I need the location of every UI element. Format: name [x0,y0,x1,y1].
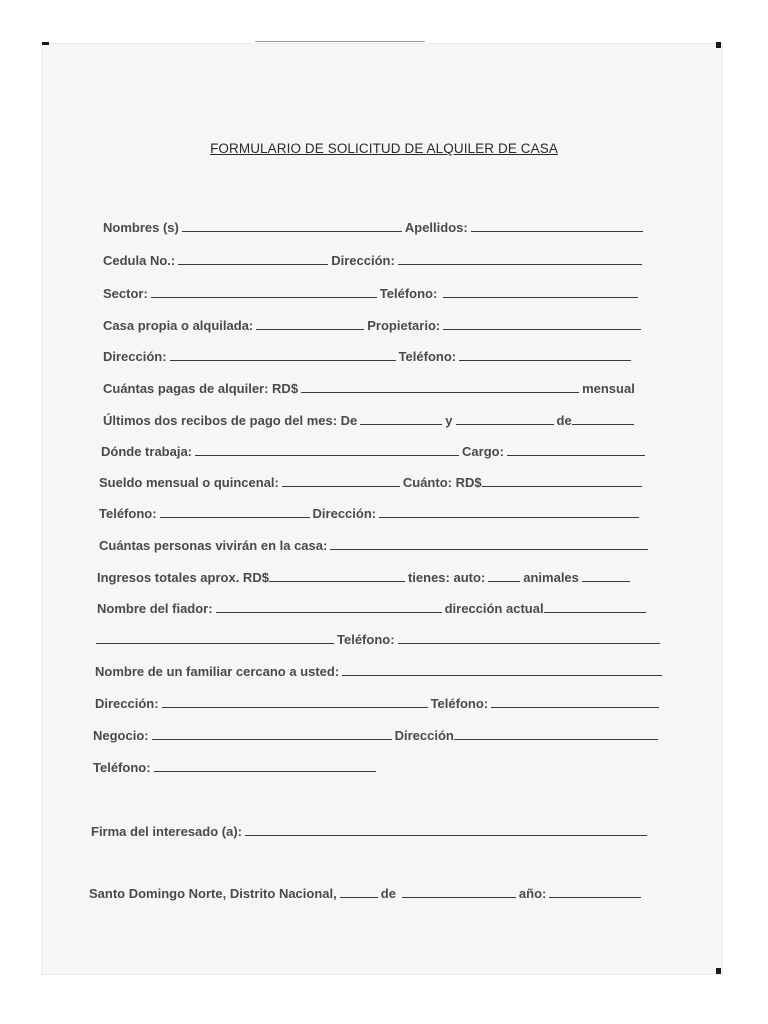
blank-cedula[interactable] [178,254,328,265]
blank-negocio[interactable] [152,729,392,740]
label-familiar: Nombre de un familiar cercano a usted: [95,664,340,679]
blank-nombres[interactable] [182,221,402,232]
label-fiador: Nombre del fiador: [97,601,213,616]
label-telefono-3: Teléfono: [99,506,157,521]
blank-cuanto[interactable] [482,476,642,487]
blank-telefono-4[interactable] [398,633,660,644]
field-row-telefono-6 [93,760,379,775]
label-direccion-4: Dirección: [95,696,159,711]
scan-corner-mark-top-right [716,42,721,48]
scan-corner-mark-bottom-right [716,968,721,974]
blank-propietario[interactable] [443,319,641,330]
field-row-telefono-3 [99,506,642,521]
blank-casa-propia[interactable] [256,319,364,330]
label-pagas-alquiler: Cuántas pagas de alquiler: RD$ [103,381,299,396]
blank-telefono-6[interactable] [154,761,376,772]
label-telefono-5: Teléfono: [430,696,489,711]
blank-animales[interactable] [582,571,630,582]
blank-donde-trabaja[interactable] [195,445,459,456]
field-row-sueldo [99,475,645,490]
label-recibo-y: y [445,413,453,428]
field-row-pagas-alquiler [103,381,635,396]
label-casa-propia: Casa propia o alquilada: [103,318,254,333]
blank-anio[interactable] [549,887,641,898]
blank-direccion-4[interactable] [162,697,428,708]
label-direccion-1: Dirección: [331,253,395,268]
blank-sector[interactable] [151,287,377,298]
field-row-fiador [97,601,649,616]
label-firma: Firma del interesado (a): [91,824,242,839]
label-mensual: mensual [582,381,635,396]
field-row-ingresos [97,570,633,585]
label-direccion-3: Dirección: [312,506,377,521]
field-row-fiador-telefono [96,632,663,647]
label-apellidos: Apellidos: [404,220,468,235]
blank-direccion-1[interactable] [398,254,642,265]
field-row-casa-propia [103,318,644,333]
field-row-direccion-2 [103,349,634,364]
blank-sueldo[interactable] [282,476,400,487]
blank-telefono-1[interactable] [443,287,638,298]
field-row-personas [99,538,651,553]
blank-personas[interactable] [330,539,648,550]
blank-direccion-3[interactable] [379,507,639,518]
label-donde-trabaja: Dónde trabaja: [101,444,193,459]
field-row-lugar-fecha [89,886,644,901]
label-negocio: Negocio: [93,728,149,743]
field-row-firma [91,824,650,839]
blank-fiador-extra[interactable] [96,633,334,644]
label-propietario: Propietario: [367,318,441,333]
blank-firma[interactable] [245,825,647,836]
label-fecha-de: de [380,886,396,901]
blank-recibo-mes[interactable] [572,414,634,425]
form-title: FORMULARIO DE SOLICITUD DE ALQUILER DE CASA [210,141,558,156]
blank-direccion-2[interactable] [170,350,396,361]
blank-recibo-y[interactable] [456,414,554,425]
label-ingresos: Ingresos totales aprox. RD$ [97,570,269,585]
field-row-cedula [103,253,645,268]
label-telefono-2: Teléfono: [398,349,457,364]
blank-fiador[interactable] [216,602,442,613]
label-telefono-4: Teléfono: [337,632,395,647]
field-row-direccion-4 [95,696,662,711]
blank-dia[interactable] [340,887,378,898]
field-row-negocio [93,728,661,743]
blank-familiar[interactable] [342,665,662,676]
paper-edge-line [255,41,425,42]
blank-direccion-5[interactable] [454,729,658,740]
label-direccion-actual: dirección actual [444,601,544,616]
label-cuanto: Cuánto: RD$ [402,475,482,490]
blank-ingresos[interactable] [269,571,405,582]
label-sector: Sector: [103,286,148,301]
label-recibo-de: de [556,413,572,428]
field-row-familiar [95,664,665,679]
label-nombres: Nombres (s) [103,220,179,235]
field-row-recibos [103,413,637,428]
blank-auto[interactable] [488,571,520,582]
label-direccion-5: Dirección [394,728,454,743]
label-cedula: Cedula No.: [103,253,176,268]
blank-mes[interactable] [402,887,516,898]
label-personas: Cuántas personas vivirán en la casa: [99,538,328,553]
field-row-sector [103,286,641,301]
blank-pagas-alquiler[interactable] [301,382,579,393]
blank-recibo-de[interactable] [360,414,442,425]
label-cargo: Cargo: [462,444,504,459]
scan-corner-mark-top-left [42,42,49,45]
label-auto: tienes: auto: [407,570,486,585]
blank-telefono-2[interactable] [459,350,631,361]
label-lugar: Santo Domingo Norte, Distrito Nacional, [89,886,337,901]
label-anio: año: [518,886,547,901]
label-sueldo: Sueldo mensual o quincenal: [99,475,279,490]
blank-cargo[interactable] [507,445,645,456]
label-animales: animales [523,570,579,585]
field-row-nombres [103,220,646,235]
blank-telefono-5[interactable] [491,697,659,708]
label-telefono-1: Teléfono: [379,286,438,301]
label-telefono-6: Teléfono: [93,760,151,775]
field-row-donde-trabaja [101,444,648,459]
blank-direccion-actual[interactable] [544,602,646,613]
blank-apellidos[interactable] [471,221,643,232]
label-recibos: Últimos dos recibos de pago del mes: De [103,413,358,428]
blank-telefono-3[interactable] [160,507,310,518]
label-direccion-2: Dirección: [103,349,167,364]
